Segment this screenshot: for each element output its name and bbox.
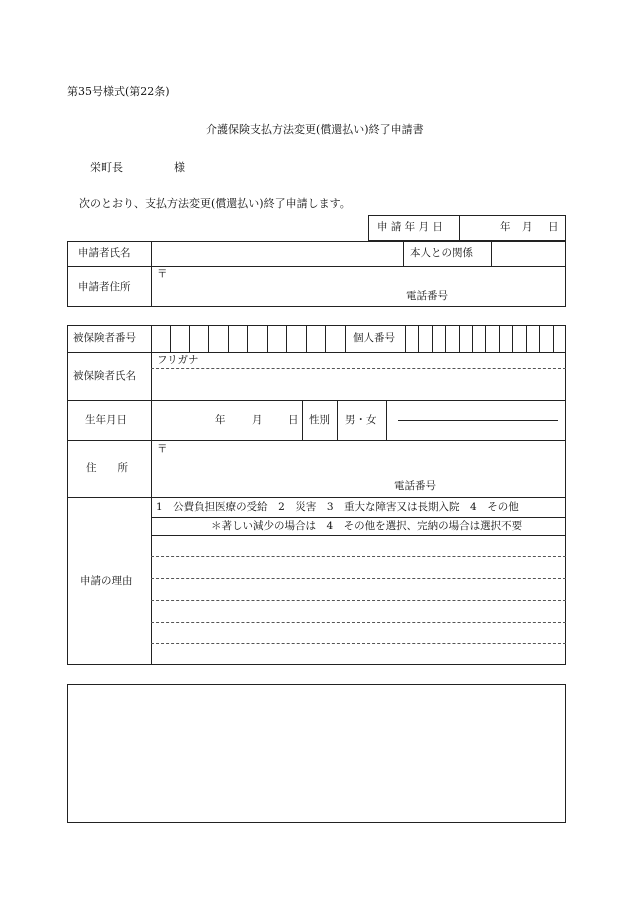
form-number: 第35号様式(第22条) (67, 85, 170, 98)
insured-number-label: 被保険者番号 (73, 332, 136, 344)
insured-number-boxes[interactable] (151, 325, 345, 352)
birth-year[interactable]: 年 (215, 414, 226, 426)
reason-label: 申請の理由 (80, 575, 133, 587)
insured-name-label: 被保険者氏名 (73, 370, 136, 382)
birth-day[interactable]: 日 (288, 414, 299, 426)
addressee-honorific: 様 (174, 161, 185, 174)
sex-label: 性別 (309, 414, 330, 426)
applicant-postal-mark: 〒 (157, 268, 168, 280)
applicant-name-field[interactable] (152, 242, 402, 265)
sex-underline (398, 420, 558, 421)
memo-box[interactable] (67, 684, 566, 823)
insured-phone-label: 電話番号 (394, 480, 436, 492)
birth-month[interactable]: 月 (252, 414, 263, 426)
insured-name-field[interactable] (152, 370, 565, 399)
applicant-name-label: 申請者氏名 (78, 247, 131, 259)
sex-options[interactable]: 男・女 (345, 414, 377, 426)
furigana-label: フリガナ (157, 354, 199, 366)
birth-date-label: 生年月日 (85, 414, 127, 426)
application-date-day[interactable]: 日 (548, 221, 559, 233)
intro-text: 次のとおり、支払方法変更(償還払い)終了申請します。 (79, 197, 351, 210)
personal-number-label: 個人番号 (353, 332, 395, 344)
personal-number-boxes[interactable] (405, 325, 566, 352)
application-date-month[interactable]: 月 (522, 221, 533, 233)
applicant-address-label: 申請者住所 (78, 281, 131, 293)
reason-options[interactable]: 1 公費負担医療の受給 2 災害 3 重大な障害又は長期入院 4 その他 (156, 501, 519, 513)
insured-address-label: 住 所 (86, 462, 128, 474)
applicant-relation-label: 本人との関係 (410, 247, 473, 259)
page-title: 介護保険支払方法変更(償還払い)終了申請書 (206, 123, 424, 136)
applicant-address-field[interactable] (170, 267, 565, 289)
applicant-relation-field[interactable] (492, 242, 565, 265)
reason-note: ＊著しい減少の場合は 4 その他を選択、完納の場合は選択不要 (211, 520, 523, 532)
insured-postal-mark: 〒 (157, 443, 168, 455)
reason-lines[interactable] (151, 536, 566, 664)
addressee-name: 栄町長 (90, 161, 123, 174)
insured-address-field[interactable] (170, 442, 565, 476)
application-date-year[interactable]: 年 (500, 221, 511, 233)
application-date-label: 申 請 年 月 日 (377, 221, 443, 233)
applicant-phone-label: 電話番号 (406, 290, 448, 302)
